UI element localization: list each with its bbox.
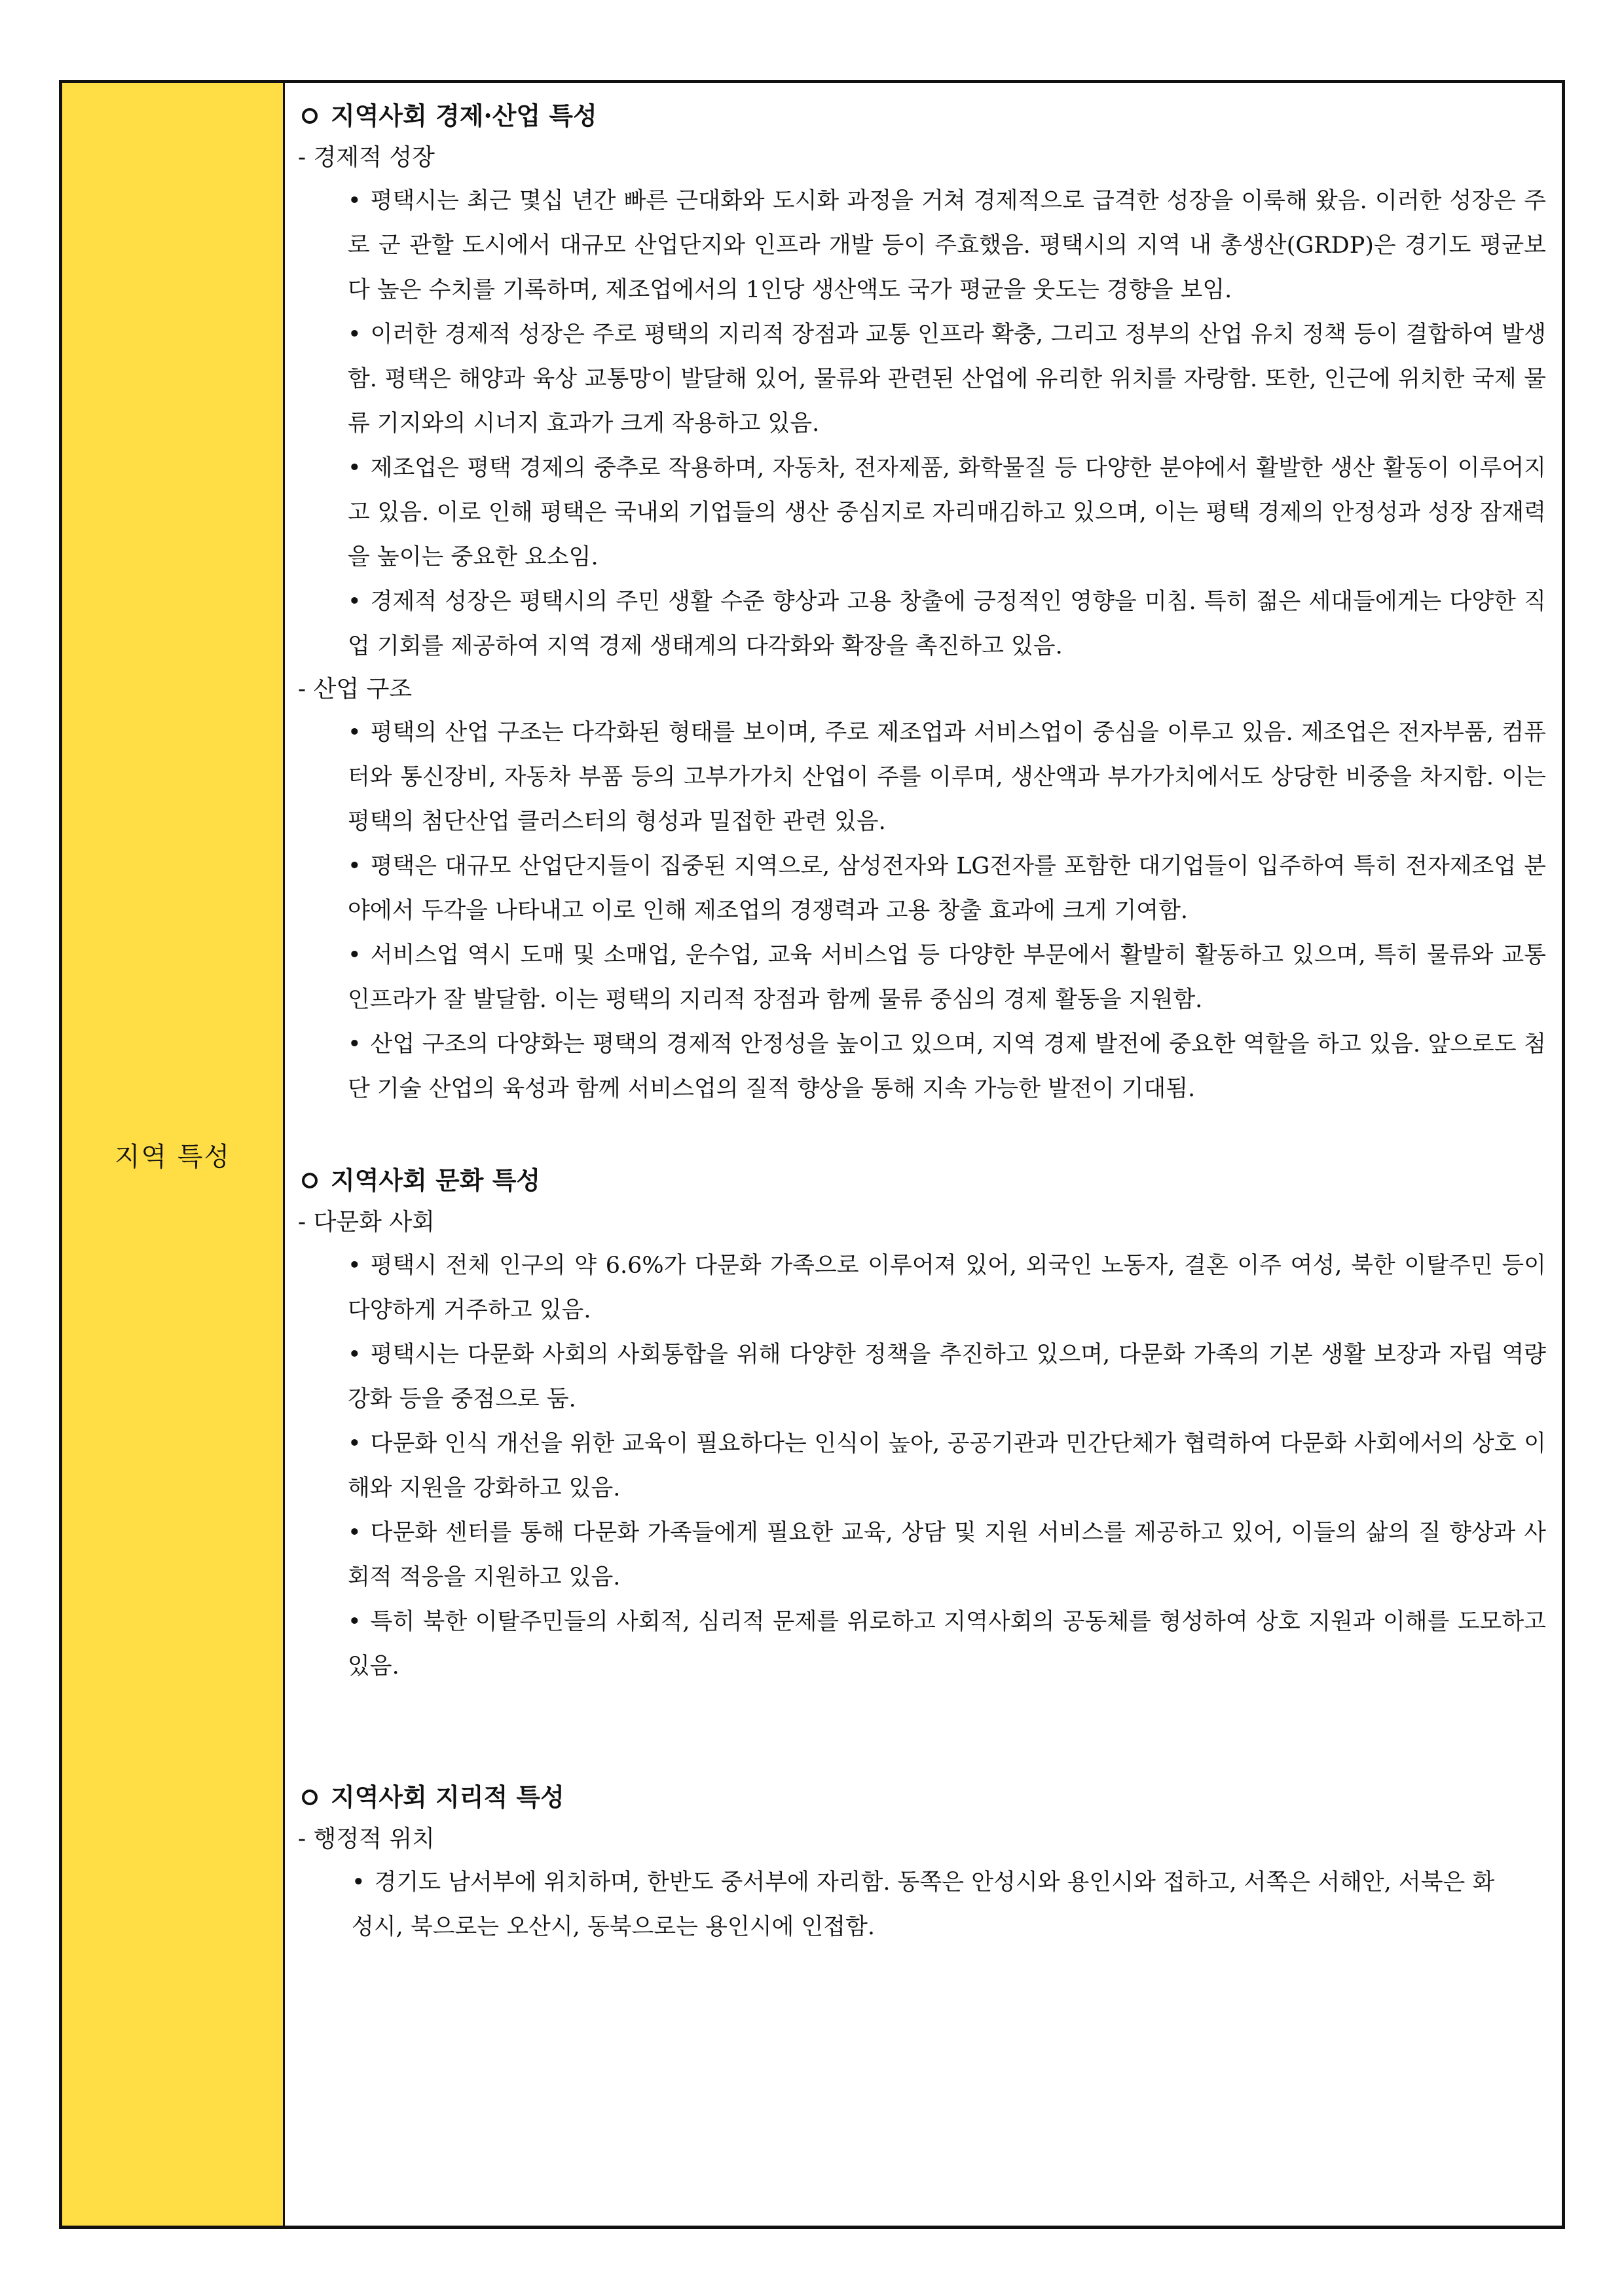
subsection-title: - 경제적 성장 (298, 144, 435, 171)
section-spacer (297, 1111, 1546, 1160)
section-title (297, 1776, 1546, 1818)
bullet-dot-icon: • (348, 589, 361, 615)
bullet-dot-icon: • (348, 1431, 361, 1457)
bullet-item (297, 1243, 1546, 1332)
bullet-item (297, 1422, 1546, 1511)
bullet-text: 제조업은 평택 경제의 중추로 작용하며, 자동차, 전자제품, 화학물질 등 다양한 분야에서 활발한 생산 활동이 이루어지고 있음. 이로 인해 평택은 국내외 기업들의 생산 중심지로 자리매김하고 있으며, 이는 평택 경제의 안정성과 성장 잠재력을 높이는 중요한 요소임. (348, 455, 1546, 570)
bullet-item (297, 579, 1546, 669)
bullet-dot-icon: • (348, 720, 361, 746)
bullet-dot-icon: • (348, 853, 361, 879)
bullet-text: 다문화 센터를 통해 다문화 가족들에게 필요한 교육, 상담 및 지원 서비스를 제공하고 있어, 이들의 삶의 질 향상과 사회적 적응을 지원하고 있음. (348, 1520, 1546, 1590)
bullet-item (297, 844, 1546, 933)
bullet-text: 특히 북한 이탈주민들의 사회적, 심리적 문제를 위로하고 지역사회의 공동체를 형성하여 상호 지원과 이해를 도모하고 있음. (348, 1609, 1546, 1680)
section-title-text: 지역사회 지리적 특성 (331, 1782, 564, 1812)
bullet-text: 평택시는 최근 몇십 년간 빠른 근대화와 도시화 과정을 거쳐 경제적으로 급격한 성장을 이룩해 왔음. 이러한 성장은 주로 군 관할 도시에서 대규모 산업단지와 인프라 개발 등이 주효했음. 평택시의 지역 내 총생산(GRDP)은 경기도 평균보다 높은 수치를 기록하며, 제조업에서의 1인당 생산액도 국가 평균을 웃도는 경향을 보임. (348, 188, 1546, 303)
bullet-text: 이러한 경제적 성장은 주로 평택의 지리적 장점과 교통 인프라 확충, 그리고 정부의 산업 유치 정책 등이 결합하여 발생함. 평택은 해양과 육상 교통망이 발달해 있어, 물류와 관련된 산업에 유리한 위치를 자랑함. 또한, 인근에 위치한 국제 물류 기지와의 시너지 효과가 크게 작용하고 있음. (348, 321, 1546, 437)
bullet-item (297, 933, 1546, 1022)
section-title (297, 1160, 1546, 1202)
document-table (59, 80, 1565, 2229)
bullet-text: 경제적 성장은 평택시의 주민 생활 수준 향상과 고용 창출에 긍정적인 영향을 미침. 특히 젊은 세대들에게는 다양한 직업 기회를 제공하여 지역 경제 생태계의 다각화와 확장을 촉진하고 있음. (348, 589, 1546, 659)
bullet-item (297, 1860, 1546, 1949)
subsection-title: - 산업 구조 (298, 676, 413, 703)
bullet-text: 다문화 인식 개선을 위한 교육이 필요하다는 인식이 높아, 공공기관과 민간단체가 협력하여 다문화 사회에서의 상호 이해와 지원을 강화하고 있음. (348, 1431, 1546, 1501)
section-culture (297, 1160, 1546, 1689)
subsection-title: - 다문화 사회 (298, 1209, 435, 1236)
bullet-dot-icon: • (348, 1609, 361, 1635)
bullet-item (297, 446, 1546, 579)
bullet-dot-icon: • (352, 1869, 365, 1896)
bullet-dot-icon: • (348, 321, 361, 348)
bullet-text: 평택시 전체 인구의 약 6.6%가 다문화 가족으로 이루어져 있어, 외국인 노동자, 결혼 이주 여성, 북한 이탈주민 등이 다양하게 거주하고 있음. (348, 1253, 1546, 1323)
section-title-text: 지역사회 문화 특성 (331, 1166, 541, 1195)
bullet-text: 서비스업 역시 도매 및 소매업, 운수업, 교육 서비스업 등 다양한 부문에서 활발히 활동하고 있으며, 특히 물류와 교통 인프라가 잘 발달함. 이는 평택의 지리적 장점과 함께 물류 중심의 경제 활동을 지원함. (348, 942, 1546, 1013)
circle-bullet-icon (302, 1790, 318, 1805)
bullet-dot-icon: • (348, 1253, 361, 1279)
section-economy (297, 95, 1546, 1111)
section-geography (297, 1776, 1546, 1949)
section-title (297, 95, 1546, 137)
bullet-dot-icon: • (348, 1342, 361, 1368)
bullet-item (297, 312, 1546, 446)
content-cell (285, 83, 1562, 2226)
bullet-item (297, 1511, 1546, 1600)
bullet-text: 산업 구조의 다양화는 평택의 경제적 안정성을 높이고 있으며, 지역 경제 발전에 중요한 역할을 하고 있음. 앞으로도 첨단 기술 산업의 육성과 함께 서비스업의 질적 향상을 통해 지속 가능한 발전이 기대됨. (348, 1031, 1546, 1102)
bullet-text: 평택의 산업 구조는 다각화된 형태를 보이며, 주로 제조업과 서비스업이 중심을 이루고 있음. 제조업은 전자부품, 컴퓨터와 통신장비, 자동차 부품 등의 고부가가치 산업이 주를 이루며, 생산액과 부가가치에서도 상당한 비중을 차지함. 이는 평택의 첨단산업 클러스터의 형성과 밀접한 관련 있음. (348, 720, 1546, 835)
bullet-item (297, 710, 1546, 844)
bullet-item (297, 1332, 1546, 1422)
bullet-dot-icon: • (348, 942, 361, 968)
row-label-cell (62, 83, 285, 2226)
bullet-item (297, 1600, 1546, 1689)
bullet-dot-icon: • (348, 455, 361, 481)
bullet-dot-icon: • (348, 1031, 361, 1057)
row-label: 지역 특성 (114, 1141, 231, 1172)
bullet-dot-icon: • (348, 188, 361, 214)
bullet-item (297, 179, 1546, 312)
subsection-title: - 행정적 위치 (298, 1826, 435, 1852)
bullet-text: 평택은 대규모 산업단지들이 집중된 지역으로, 삼성전자와 LG전자를 포함한 대기업들이 입주하여 특히 전자제조업 분야에서 두각을 나타내고 이로 인해 제조업의 경쟁력과 고용 창출 효과에 크게 기여함. (348, 853, 1546, 924)
section-spacer (297, 1689, 1546, 1776)
bullet-dot-icon: • (348, 1520, 361, 1546)
bullet-text: 평택시는 다문화 사회의 사회통합을 위해 다양한 정책을 추진하고 있으며, 다문화 가족의 기본 생활 보장과 자립 역량 강화 등을 중점으로 둠. (348, 1342, 1546, 1412)
section-title-text: 지역사회 경제·산업 특성 (331, 101, 597, 130)
circle-bullet-icon (302, 1173, 318, 1188)
bullet-text: 경기도 남서부에 위치하며, 한반도 중서부에 자리함. 동쪽은 안성시와 용인시와 접하고, 서쪽은 서해안, 서북은 화성시, 북으로는 오산시, 동북으로는 용인시에 인접함. (352, 1869, 1495, 1940)
circle-bullet-icon (302, 108, 318, 124)
bullet-item (297, 1022, 1546, 1111)
